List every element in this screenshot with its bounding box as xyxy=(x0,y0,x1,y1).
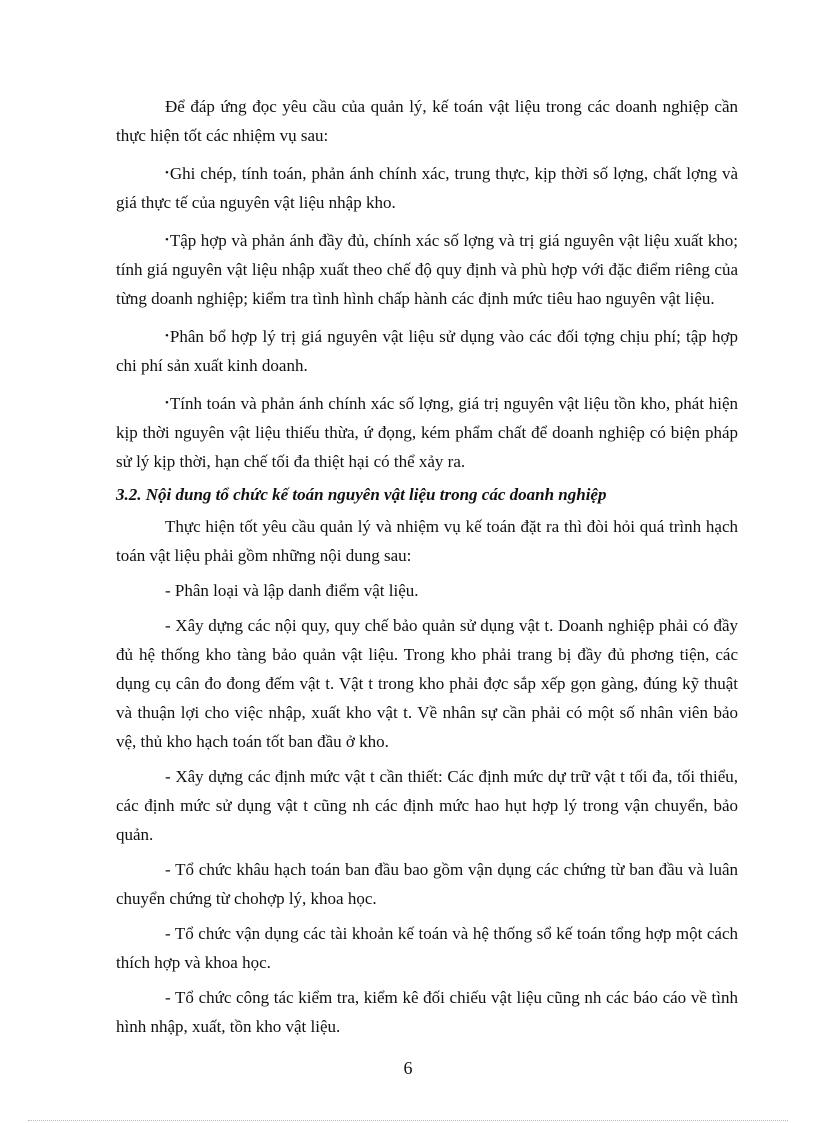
task-text: Phân bổ hợp lý trị giá nguyên vật liệu sử dụng vào các đối tợng chịu phí; tập hợp chi phí sản xuất kinh doanh. xyxy=(116,327,738,375)
task-item xyxy=(116,322,738,380)
content-item: - Xây dựng các định mức vật t cần thiết: Các định mức dự trữ vật t tối đa, tối thiểu, các định mức sử dụng vật t cũng nh các định mức hao hụt hợp lý trong vận chuyển, bảo quản. xyxy=(116,767,738,844)
section-intro-paragraph: Thực hiện tốt yêu cầu quản lý và nhiệm vụ kế toán đặt ra thì đòi hỏi quá trình hạch toán vật liệu phải gồm những nội dung sau: xyxy=(116,517,738,565)
task-item xyxy=(116,159,738,217)
bullet-icon: • xyxy=(165,234,169,246)
bullet-icon: • xyxy=(165,397,169,409)
footer-divider xyxy=(28,1120,788,1121)
page-number: 6 xyxy=(403,1058,413,1078)
content-item: - Tổ chức khâu hạch toán ban đầu bao gồm vận dụng các chứng từ ban đầu và luân chuyển chứng từ chohợp lý, khoa học. xyxy=(116,860,738,908)
task-item xyxy=(116,389,738,476)
task-item xyxy=(116,226,738,313)
content-item: - Xây dựng các nội quy, quy chế bảo quản sử dụng vật t. Doanh nghiệp phải có đầy đủ hệ thống kho tàng bảo quản vật liệu. Trong kho phải trang bị đầy đủ phơng tiện, các dụng cụ cân đo đong đếm vật t. Vật t trong kho phải đợc sắp xếp gọn gàng, đúng kỹ thuật và thuận lợi cho việc nhập, xuất kho vật t. Về nhân sự cần phải có một số nhân viên bảo vệ, thủ kho hạch toán tốt ban đầu ở kho. xyxy=(116,616,738,751)
bullet-icon: • xyxy=(165,167,169,179)
task-text: Ghi chép, tính toán, phản ánh chính xác, trung thực, kịp thời số lợng, chất lợng và giá thực tế của nguyên vật liệu nhập kho. xyxy=(116,164,738,212)
bullet-icon: • xyxy=(165,330,169,342)
section-heading: 3.2. Nội dung tổ chức kế toán nguyên vật liệu trong các doanh nghiệp xyxy=(116,485,607,504)
content-item: - Tổ chức công tác kiểm tra, kiểm kê đối chiếu vật liệu cũng nh các báo cáo về tình hình nhập, xuất, tồn kho vật liệu. xyxy=(116,988,738,1036)
task-text: Tập hợp và phản ánh đầy đủ, chính xác số lợng và trị giá nguyên vật liệu xuất kho; tính giá nguyên vật liệu nhập xuất theo chế độ quy định và phù hợp với đặc điểm riêng của từng doanh nghiệp; kiểm tra tình hình chấp hành các định mức tiêu hao nguyên vật liệu. xyxy=(116,231,738,308)
intro-paragraph: Để đáp ứng đọc yêu cầu của quản lý, kế toán vật liệu trong các doanh nghiệp cần thực hiện tốt các nhiệm vụ sau: xyxy=(116,97,738,145)
content-item: - Phân loại và lập danh điểm vật liệu. xyxy=(165,581,419,600)
document-body xyxy=(116,92,738,1041)
content-item: - Tổ chức vận dụng các tài khoản kế toán và hệ thống sổ kế toán tổng hợp một cách thích hợp và khoa học. xyxy=(116,924,738,972)
task-text: Tính toán và phản ánh chính xác số lợng, giá trị nguyên vật liệu tồn kho, phát hiện kịp thời nguyên vật liệu thiếu thừa, ứ đọng, kém phẩm chất để doanh nghiệp có biện pháp sử lý kịp thời, hạn chế tối đa thiệt hại có thể xảy ra. xyxy=(116,394,738,471)
